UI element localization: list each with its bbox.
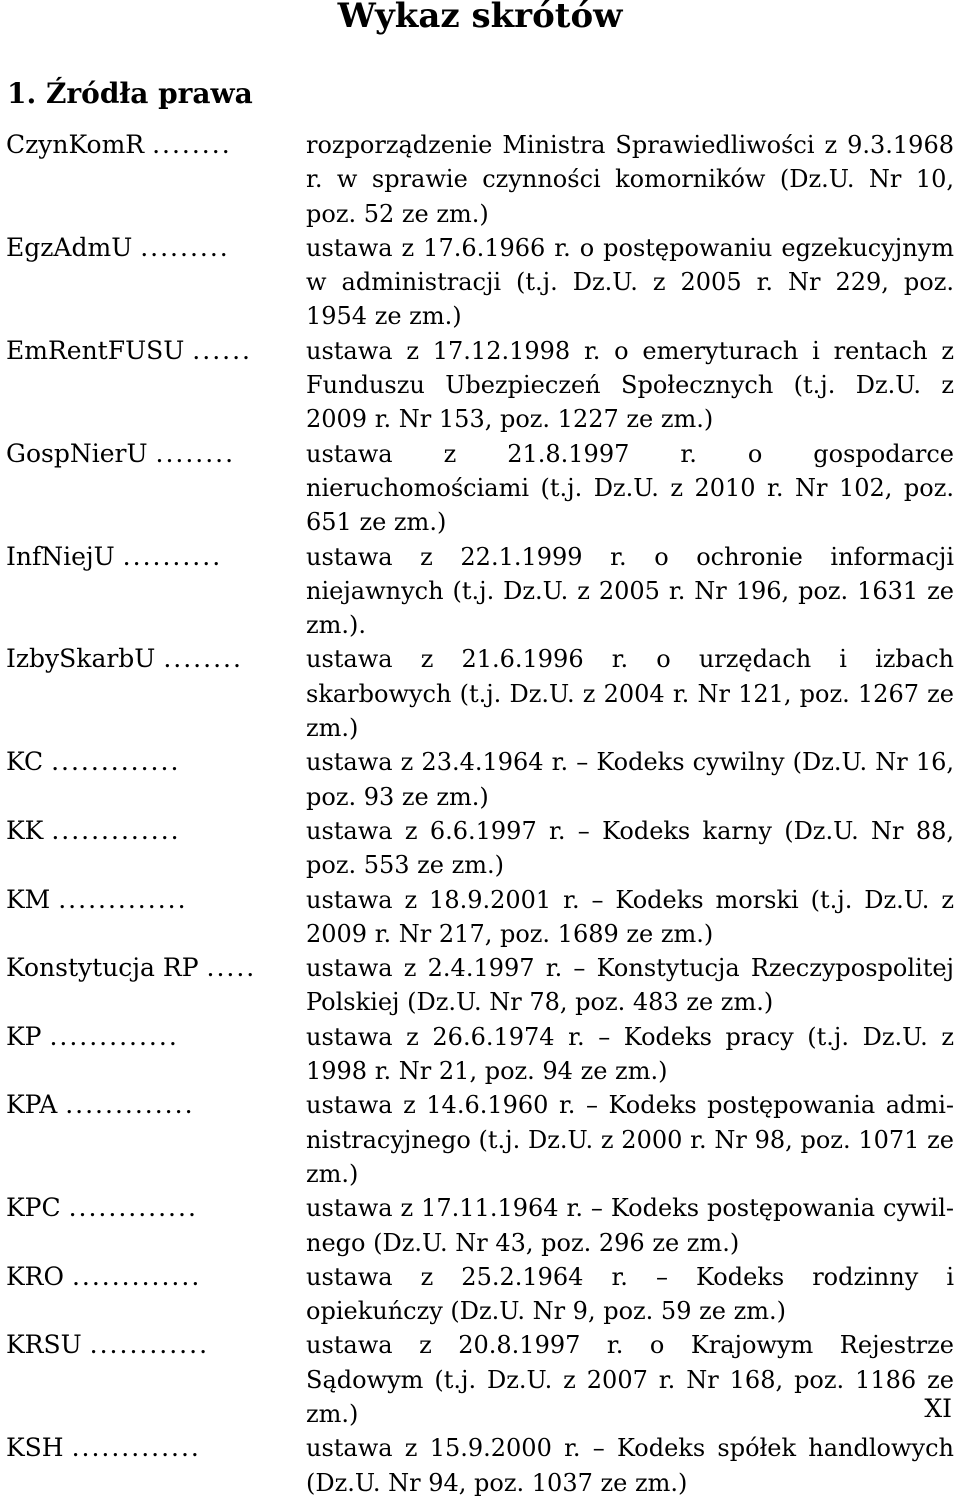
leader-dots: ........ — [152, 130, 232, 159]
abbreviation-term — [0, 1191, 290, 1225]
abbreviation-label: KSH — [6, 1433, 64, 1463]
abbreviation-term — [0, 814, 290, 848]
abbreviation-description: ustawa z 23.4.1964 r. – Kodeks cywilny (Dz.U. Nr 16, poz. 93 ze zm.) — [306, 748, 954, 811]
abbreviation-label: InfNiejU — [6, 541, 115, 571]
leader-dots: .......... — [122, 541, 223, 571]
abbreviation-description: ustawa z 25.2.1964 r. – Kodeks rodzinny i opiekuńczy (Dz.U. Nr 9, poz. 59 ze zm.) — [306, 1262, 954, 1326]
abbreviation-label: GospNierU — [6, 438, 148, 468]
abbreviation-entry — [0, 1328, 960, 1431]
abbreviation-description: ustawa z 21.6.1996 r. o urzędach i izbach skarbowych (t.j. Dz.U. z 2004 r. Nr 121, poz. 1267 ze zm.) — [306, 645, 954, 743]
abbreviation-entry — [0, 231, 960, 334]
abbreviation-entry — [0, 1020, 960, 1089]
abbreviation-description: ustawa z 22.1.1999 r. o ochronie informacji niejawnych (t.j. Dz.U. z 2005 r. Nr 196, poz. 1631 ze zm.). — [306, 542, 954, 640]
abbreviation-term — [0, 1260, 290, 1294]
abbreviation-term — [0, 437, 290, 471]
leader-dots: ............. — [58, 884, 188, 914]
leader-dots: ........ — [163, 644, 243, 674]
leader-dots: ..... — [206, 953, 257, 983]
abbreviation-label: KPC — [6, 1193, 61, 1223]
abbreviation-description: ustawa z 2.4.1997 r. – Konstytucja Rzeczypospolitej Polskiej (Dz.U. Nr 78, poz. 483 ze zm.) — [306, 954, 954, 1017]
abbreviation-term — [0, 1328, 290, 1362]
abbreviation-term — [0, 951, 290, 985]
abbreviation-description: ustawa z 20.8.1997 r. o Krajowym Rejestrze Sądowym (t.j. Dz.U. z 2007 r. Nr 168, poz. 1186 ze zm.) — [306, 1331, 954, 1428]
abbreviation-description: ustawa z 17.11.1964 r. – Kodeks postępowania cywilnego (Dz.U. Nr 43, poz. 296 ze zm.) — [306, 1194, 954, 1257]
abbreviation-label: KK — [6, 815, 44, 845]
abbreviation-list — [0, 128, 960, 1500]
abbreviation-term — [0, 745, 290, 779]
page-title: Wykaz skrótów — [337, 0, 623, 36]
leader-dots: ............. — [49, 1021, 179, 1051]
abbreviation-term — [0, 1088, 290, 1122]
abbreviation-term — [0, 883, 290, 917]
abbreviation-entry — [0, 540, 960, 643]
abbreviation-entry — [0, 1088, 960, 1191]
abbreviation-description: ustawa z 14.6.1960 r. – Kodeks postępowania administracyjnego (t.j. Dz.U. z 2000 r. Nr 98, poz. 1071 ze zm.) — [306, 1091, 954, 1188]
abbreviation-entry — [0, 1431, 960, 1500]
leader-dots: ............. — [51, 815, 181, 845]
abbreviation-entry — [0, 642, 960, 745]
abbreviation-term — [0, 1431, 290, 1465]
abbreviation-label: IzbySkarbU — [6, 644, 156, 674]
leader-dots: ............ — [89, 1330, 210, 1360]
abbreviation-label: KPA — [6, 1090, 58, 1120]
abbreviation-label: KRO — [6, 1261, 64, 1291]
abbreviation-label: EmRentFUSU — [6, 335, 185, 365]
leader-dots: ............. — [71, 1261, 202, 1291]
abbreviation-entry — [0, 334, 960, 437]
section-heading: 1. Źródła prawa — [7, 77, 253, 110]
abbreviation-entry — [0, 1191, 960, 1260]
abbreviation-description: ustawa z 21.8.1997 r. o gospodarce nieruchomościami (t.j. Dz.U. z 2010 r. Nr 102, poz. 651 ze zm.) — [306, 439, 954, 537]
abbreviation-description: ustawa z 18.9.2001 r. – Kodeks morski (t.j. Dz.U. z 2009 r. Nr 217, poz. 1689 ze zm.) — [306, 885, 954, 948]
leader-dots: ......... — [140, 232, 230, 262]
abbreviation-label: KRSU — [6, 1330, 82, 1360]
abbreviation-entry — [0, 128, 960, 231]
abbreviation-entry — [0, 951, 960, 1020]
abbreviation-entry — [0, 814, 960, 883]
abbreviation-description: rozporządzenie Ministra Sprawiedliwości z 9.3.1968 r. w sprawie czynności komorników (Dz.U. Nr 10, poz. 52 ze zm.) — [306, 131, 954, 228]
abbreviation-label: EgzAdmU — [6, 232, 133, 262]
leader-dots: ............. — [71, 1433, 201, 1463]
abbreviation-term — [0, 1020, 290, 1054]
leader-dots: ............. — [51, 747, 181, 777]
leader-dots: ........ — [155, 438, 236, 468]
abbreviation-description: ustawa z 17.6.1966 r. o postępowaniu egzekucyjnym w administracji (t.j. Dz.U. z 2005 r. Nr 229, poz. 1954 ze zm.) — [306, 233, 954, 331]
abbreviation-term — [0, 334, 290, 368]
abbreviation-term — [0, 642, 290, 676]
abbreviation-description: ustawa z 26.6.1974 r. – Kodeks pracy (t.j. Dz.U. z 1998 r. Nr 21, poz. 94 ze zm.) — [306, 1022, 954, 1086]
abbreviation-term — [0, 540, 290, 574]
page-number: XI — [924, 1394, 952, 1423]
leader-dots: ...... — [192, 335, 252, 365]
abbreviation-label: KC — [6, 747, 44, 777]
abbreviation-description: ustawa z 15.9.2000 r. – Kodeks spółek handlowych (Dz.U. Nr 94, poz. 1037 ze zm.) — [306, 1434, 954, 1497]
abbreviation-entry — [0, 745, 960, 814]
abbreviation-label: Konstytucja RP — [6, 953, 199, 983]
abbreviation-term — [0, 128, 290, 162]
abbreviation-description: ustawa z 6.6.1997 r. – Kodeks karny (Dz.U. Nr 88, poz. 553 ze zm.) — [306, 816, 954, 880]
abbreviation-label: KP — [6, 1021, 42, 1051]
leader-dots: ............. — [68, 1193, 198, 1223]
abbreviation-description: ustawa z 17.12.1998 r. o emeryturach i rentach z Funduszu Ubezpieczeń Społecznych (t.j. Dz.U. z 2009 r. Nr 153, poz. 1227 ze zm.) — [306, 336, 954, 434]
leader-dots: ............. — [65, 1090, 195, 1120]
abbreviation-label: KM — [6, 884, 51, 914]
abbreviation-entry — [0, 883, 960, 952]
abbreviation-entry — [0, 1260, 960, 1329]
abbreviation-label: CzynKomR — [6, 130, 145, 159]
abbreviation-term — [0, 231, 290, 265]
abbreviation-entry — [0, 437, 960, 540]
